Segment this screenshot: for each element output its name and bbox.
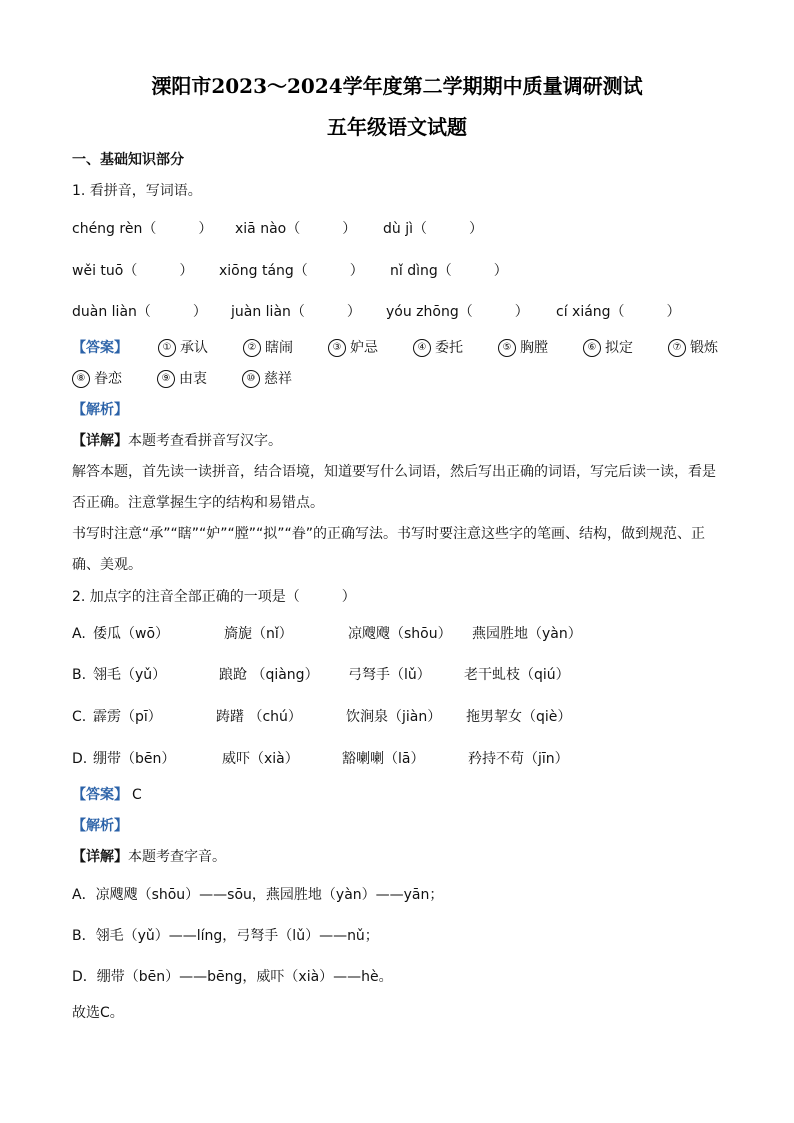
answer-tag: 【答案】 — [72, 787, 128, 803]
answer-item — [413, 338, 463, 358]
answer-item — [498, 338, 548, 358]
pinyin-item: nǐ dìng（ ） — [390, 263, 508, 279]
option-word: 踌躇 （chú） — [216, 709, 302, 725]
option-word: 饮涧泉（jiàn） — [346, 709, 442, 725]
option-word: 霹雳（pī） — [93, 709, 162, 725]
answer-item — [72, 369, 122, 389]
answer-number: ⑧ — [72, 370, 90, 388]
pinyin-item: cí xiáng（ ） — [556, 304, 681, 320]
detail-tag: 【详解】 — [72, 849, 128, 865]
q2-option-c — [72, 707, 732, 727]
exam-title: 溧阳市2023～2024学年度第二学期期中质量调研测试 — [151, 74, 643, 98]
option-word: 绷带（bēn） — [93, 751, 176, 767]
q2-conclusion: 故选C。 — [72, 1005, 124, 1021]
q1-explanation-2: 书写时注意“承”“瞎”“妒”“膛”“拟”“眷”的正确写法。书写时要注意这些字的笔画、结构，做到规范、正确、美观。 — [72, 526, 706, 573]
answer-tag: 【答案】 — [72, 340, 128, 356]
option-word: 燕园胜地（yàn） — [472, 626, 582, 642]
answer-item — [668, 338, 718, 358]
detail-text: 本题考查字音。 — [128, 849, 226, 865]
q2-explanation-d: D．绷带（bēn）——bēng，威吓（xià）——hè。 — [72, 969, 393, 985]
answer-number: ② — [243, 339, 261, 357]
q2-option-b — [72, 665, 732, 685]
pinyin-item: juàn liàn（ ） — [231, 304, 361, 320]
answer-word: 妒忌 — [350, 340, 378, 356]
option-word: 倭瓜（wō） — [93, 626, 170, 642]
answer-item — [583, 338, 633, 358]
answer-item — [328, 338, 378, 358]
answer-number: ① — [158, 339, 176, 357]
detail-text: 本题考查看拼音写汉字。 — [128, 433, 282, 449]
answer-number: ⑥ — [583, 339, 601, 357]
q1-explanation-1: 解答本题，首先读一读拼音，结合语境，知道要写什么词语，然后写出正确的词语，写完后读一读，看是否正确。注意掌握生字的结构和易错点。 — [72, 464, 716, 511]
analysis-tag: 【解析】 — [72, 402, 128, 418]
answer-number: ⑤ — [498, 339, 516, 357]
q2-explanation-a: A．凉飕飕（shōu）——sōu，燕园胜地（yàn）——yān； — [72, 887, 444, 903]
answer-item — [243, 338, 293, 358]
option-label: A. — [72, 626, 86, 642]
option-word: 矜持不苟（jīn） — [468, 751, 569, 767]
option-word: 翎毛（yǔ） — [93, 667, 167, 683]
option-word: 拖男挈女（qiè） — [466, 709, 572, 725]
detail-tag: 【详解】 — [72, 433, 128, 449]
answer-word: 瞎闹 — [265, 340, 293, 356]
q2-stem: 2. 加点字的注音全部正确的一项是（ ） — [72, 589, 356, 605]
answer-number: ④ — [413, 339, 431, 357]
answer-number: ⑦ — [668, 339, 686, 357]
answer-word: 承认 — [180, 340, 208, 356]
pinyin-item: duàn liàn（ ） — [72, 304, 207, 320]
option-word: 凉飕飕（shōu） — [348, 626, 452, 642]
answer-word: 锻炼 — [690, 340, 718, 356]
q1-detail — [72, 431, 282, 451]
answer-word: 慈祥 — [264, 371, 292, 387]
section-heading: 一、基础知识部分 — [72, 152, 184, 168]
answer-word: 眷恋 — [94, 371, 122, 387]
option-word: 弓弩手（lǔ） — [348, 667, 431, 683]
option-word: 豁喇喇（lā） — [342, 751, 425, 767]
q2-option-d — [72, 749, 732, 769]
answer-value: C — [132, 787, 142, 803]
answer-number: ③ — [328, 339, 346, 357]
q2-answer — [72, 785, 142, 805]
pinyin-item: yóu zhōng（ ） — [386, 304, 529, 320]
answer-word: 拟定 — [605, 340, 633, 356]
option-word: 老干虬枝（qiú） — [464, 667, 570, 683]
pinyin-item: wěi tuō（ ） — [72, 263, 194, 279]
pinyin-item: chéng rèn（ ） — [72, 221, 213, 237]
q1-stem: 1. 看拼音，写词语。 — [72, 183, 202, 199]
answer-item — [158, 338, 208, 358]
exam-subtitle: 五年级语文试题 — [327, 115, 467, 139]
q2-explanation-b: B．翎毛（yǔ）——líng，弓弩手（lǔ）——nǔ； — [72, 928, 379, 944]
answer-word: 胸膛 — [520, 340, 548, 356]
answer-word: 委托 — [435, 340, 463, 356]
analysis-tag: 【解析】 — [72, 818, 128, 834]
q2-option-a — [72, 624, 732, 644]
answer-word: 由衷 — [179, 371, 207, 387]
answer-number: ⑨ — [157, 370, 175, 388]
answer-number: ⑩ — [242, 370, 260, 388]
pinyin-item: xiā nào（ ） — [235, 221, 357, 237]
answer-item — [157, 369, 207, 389]
option-label: D. — [72, 751, 88, 767]
option-label: B. — [72, 667, 87, 683]
option-word: 旖旎（nǐ） — [224, 626, 293, 642]
answer-item — [242, 369, 292, 389]
option-label: C. — [72, 709, 87, 725]
pinyin-item: dù jì（ ） — [383, 221, 483, 237]
pinyin-item: xiōng táng（ ） — [219, 263, 364, 279]
q2-detail — [72, 847, 226, 867]
option-word: 威吓（xià） — [222, 751, 299, 767]
option-word: 踉跄 （qiàng） — [219, 667, 319, 683]
